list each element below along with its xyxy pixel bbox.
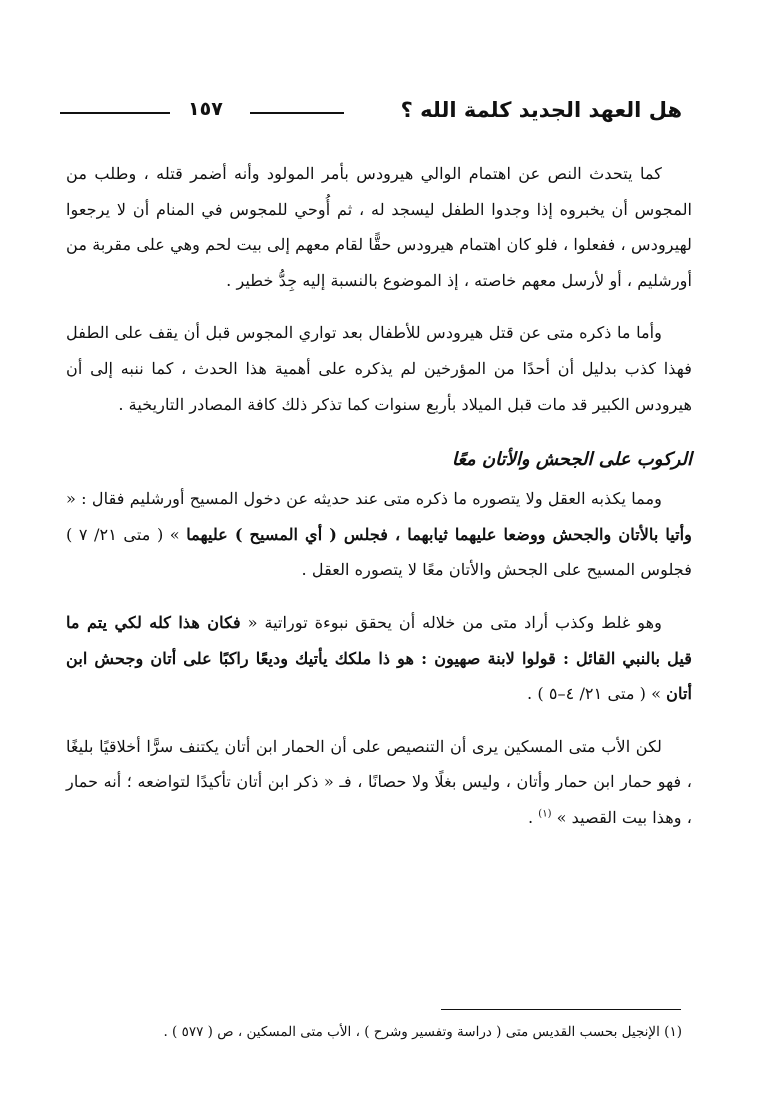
footnote-reference: (١) [538,808,552,820]
body-text [66,156,692,853]
paragraph-text: وهو غلط وكذب أراد متى من خلاله أن يحقق نبوءة توراتية « [240,612,662,632]
bible-quote: فكان هذا كله لكي يتم ما قيل بالنبي القائل : قولوا لابنة صهيون : هو ذا ملكك يأتيك وديعًا راكبًا على أتان وجحش ابن أتان [66,612,692,704]
section-heading: الركوب على الجحش والأتان معًا [451,449,692,471]
running-title: هل العهد الجديد كلمة الله ؟ [400,98,682,122]
paragraph [66,729,692,836]
paragraph: وأما ما ذكره متى عن قتل هيرودس للأطفال بعد تواري المجوس قبل أن يقف على الطفل فهذا كذب بدليل أن أحدًا من المؤرخين لم يذكره على أهمية هذا الحدث ، كما ننبه إلى أن هيرودس الكبير قد مات قبل الميلاد بأربع سنوات كما تذكر ذلك كافة المصادر التاريخية . [66,323,692,414]
page-number: ١٥٧ [188,98,223,120]
header-rule [60,112,170,114]
paragraph-text: ومما يكذبه العقل ولا يتصوره ما ذكره متى عند حديثه عن دخول المسيح أورشليم فقال : « [66,489,662,509]
paragraph-text: . [527,807,539,827]
paragraph-text: لكن الأب متى المسكين يرى أن التنصيص على أن الحمار ابن أتان يكتنف سرًّا أخلاقيًا بليغًا ، فهو حمار ابن حمار وأتان ، وليس بغلًا ولا حصانًا ، فـ « ذكر ابن أتان تأكيدًا لتواضعه ؛ أنه حمار ، وهذا بيت القصيد » [66,736,692,827]
footnote-rule [441,1009,681,1010]
running-header [60,92,682,132]
footnote: (١) الإنجيل بحسب القديس متى ( دراسة وتفسير وشرح ) ، الأب متى المسكين ، ص ( ٥٧٧ ) . [163,1024,682,1040]
bible-quote: وأتيا بالأتان والجحش ووضعا عليهما ثيابهما ، فجلس ( أي المسيح ) عليهما [186,524,692,544]
paragraph: كما يتحدث النص عن اهتمام الوالي هيرودس بأمر المولود وأنه أضمر قتله ، وطلب من المجوس أن يخبروه إذا وجدوا الطفل ليسجد له ، ثم أُوحي للمجوس في المنام أن لا يرجعوا لهيرودس ، ففعلوا ، فلو كان اهتمام هيرودس حقًّا لقام معهم إلى بيت لحم وهي على مقربة من أورشليم ، أو لأرسل معهم خاصته ، إذ الموضوع بالنسبة إليه جِدُّ خطير . [66,164,692,290]
paragraph [66,605,692,712]
paragraph [66,481,692,588]
paragraph-text: » ( متى ٢١/ ٧ ) فجلوس المسيح على الجحش والأتان معًا لا يتصوره العقل . [66,524,692,580]
paragraph-text: » ( متى ٢١/ ٤–٥ ) . [527,684,667,704]
header-rule [250,112,344,114]
